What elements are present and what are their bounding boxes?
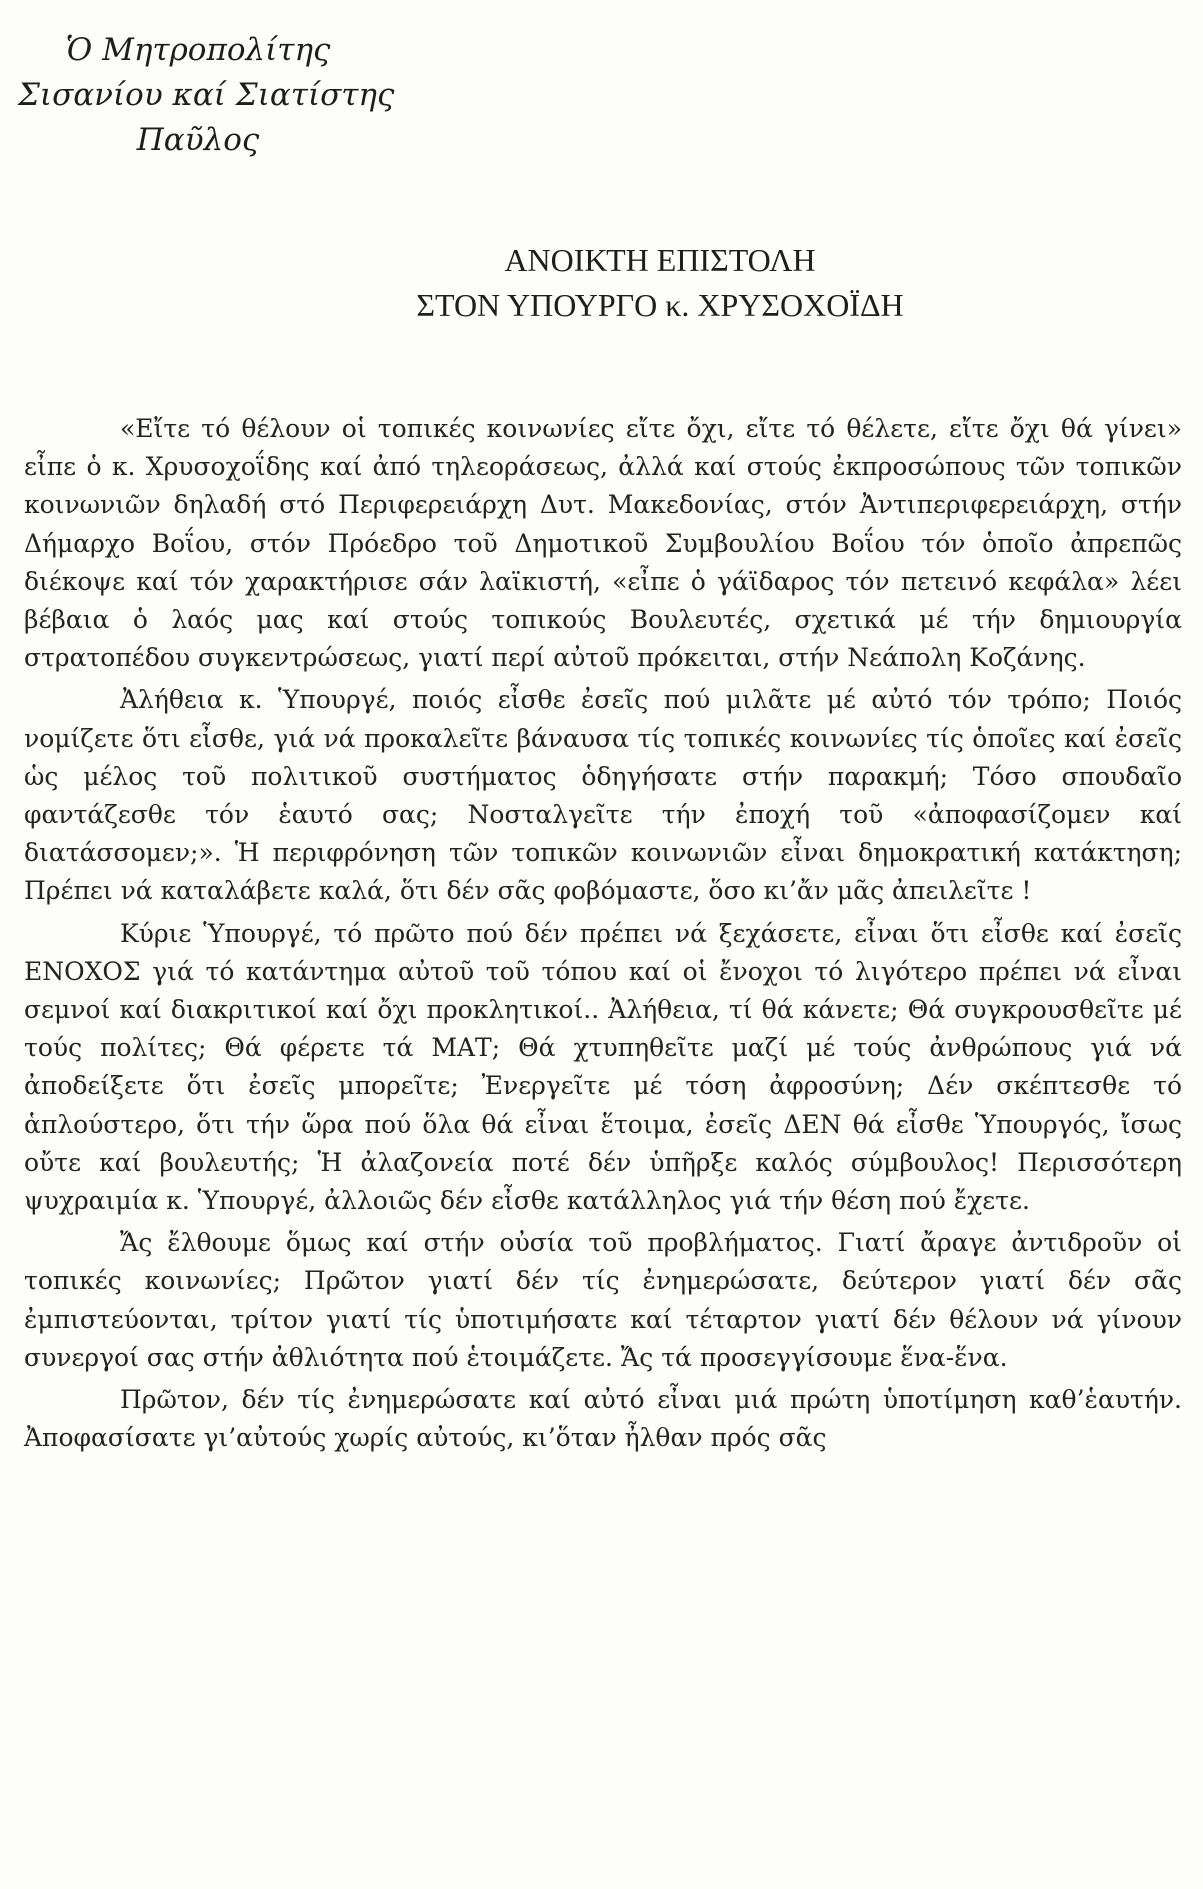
body-paragraph-4: Ἄς ἔλθουμε ὅμως καί στήν οὐσία τοῦ προβλήματος. Γιατί ἄραγε ἀντιδροῦν οἱ τοπικές κοινωνίες; Πρῶτον γιατί δέν τίς ἐνημερώσατε, δεύτερον γιατί δέν σᾶς ἐμπιστεύονται, τρίτον γιατί τίς ὑποτιμήσατε καί τέταρτον γιατί δέν θέλουν νά γίνουν συνεργοί σας στήν ἀθλιότητα πού ἑτοιμάζετε. Ἄς τά προσεγγίσουμε ἕνα-ἕνα. — [24, 1228, 1182, 1372]
body-paragraph-2: Ἀλήθεια κ. Ὑπουργέ, ποιός εἶσθε ἐσεῖς πού μιλᾶτε μέ αὐτό τόν τρόπο; Ποιός νομίζετε ὅτι εἶσθε, γιά νά προκαλεῖτε βάναυσα τίς τοπικές κοινωνίες τίς ὁποῖες καί ἐσεῖς ὡς μέλος τοῦ πολιτικοῦ συστήματος ὁδηγήσατε στήν παρακμή; Τόσο σπουδαῖο φαντάζεσθε τόν ἑαυτό σας; Νοσταλγεῖτε τήν ἐποχή τοῦ «ἀποφασίζομεν καί διατάσσομεν;». Ἡ περιφρόνηση τῶν τοπικῶν κοινωνιῶν εἶναι δημοκρατική κατάκτηση; Πρέπει νά καταλάβετε καλά, ὅτι δέν σᾶς φοβόμαστε, ὅσο κι’ἄν μᾶς ἀπειλεῖτε ! — [24, 685, 1182, 906]
heading-line-1: ΑΝΟΙΚΤΗ ΕΠΙΣΤΟΛΗ — [504, 242, 816, 278]
sender-name-line: Παῦλος — [136, 122, 260, 158]
heading-line-2: ΣΤΟΝ ΥΠΟΥΡΓΟ κ. ΧΡΥΣΟΧΟΪΔΗ — [416, 287, 904, 323]
sender-see-line: Σισανίου καί Σιατίστης — [18, 77, 395, 113]
sender-signature-block — [18, 28, 395, 163]
letter-body — [24, 410, 1182, 1461]
letter-heading — [340, 238, 980, 328]
body-paragraph-3: Κύριε Ὑπουργέ, τό πρῶτο πού δέν πρέπει νά ξεχάσετε, εἶναι ὅτι εἶσθε καί ἐσεῖς ΕΝΟΧΟΣ γιά τό κατάντημα αὐτοῦ τοῦ τόπου καί οἱ ἔνοχοι τό λιγότερο πρέπει νά εἶναι σεμνοί καί διακριτικοί καί ὄχι προκλητικοί.. Ἀλήθεια, τί θά κάνετε; Θά συγκρουσθεῖτε μέ τούς πολίτες; Θά φέρετε τά ΜΑΤ; Θά χτυπηθεῖτε μαζί μέ τούς ἀνθρώπους γιά νά ἀποδείξετε ὅτι ἐσεῖς μπορεῖτε; Ἐνεργεῖτε μέ τόση ἀφροσύνη; Δέν σκέπτεσθε τό ἁπλούστερο, ὅτι τήν ὥρα πού ὅλα θά εἶναι ἕτοιμα, ἐσεῖς ΔΕΝ θά εἶσθε Ὑπουργός, ἴσως οὔτε καί βουλευτής; Ἡ ἀλαζονεία ποτέ δέν ὑπῆρξε καλός σύμβουλος! Περισσότερη ψυχραιμία κ. Ὑπουργέ, ἀλλοιῶς δέν εἶσθε κατάλληλος γιά τήν θέση πού ἔχετε. — [24, 918, 1182, 1216]
body-paragraph-1: «Εἴτε τό θέλουν οἱ τοπικές κοινωνίες εἴτε ὄχι, εἴτε τό θέλετε, εἴτε ὄχι θά γίνει» εἶπε ὁ κ. Χρυσοχοΐδης καί ἀπό τηλεοράσεως, ἀλλά καί στούς ἐκπροσώπους τῶν τοπικῶν κοινωνιῶν δηλαδή στό Περιφερειάρχη Δυτ. Μακεδονίας, στόν Ἀντιπεριφερειάρχη, στήν Δήμαρχο Βοΐου, στόν Πρόεδρο τοῦ Δημοτικοῦ Συμβουλίου Βοΐου τόν ὁποῖο ἀπρεπῶς διέκοψε καί τόν χαρακτήρισε σάν λαϊκιστή, «εἶπε ὁ γάϊδαρος τόν πετεινό κεφάλα» λέει βέβαια ὁ λαός μας καί στούς τοπικούς Βουλευτές, σχετικά μέ τήν δημιουργία στρατοπέδου συγκεντρώσεως, γιατί περί αὐτοῦ πρόκειται, στήν Νεάπολη Κοζάνης. — [24, 414, 1182, 673]
sender-title-line: Ὁ Μητροπολίτης — [65, 32, 331, 68]
body-paragraph-5: Πρῶτον, δέν τίς ἐνημερώσατε καί αὐτό εἶναι μιά πρώτη ὑποτίμηση καθ’ἑαυτήν. Ἀποφασίσατε γι’αὐτούς χωρίς αὐτούς, κι’ὅταν ἦλθαν πρός σᾶς — [24, 1385, 1182, 1453]
